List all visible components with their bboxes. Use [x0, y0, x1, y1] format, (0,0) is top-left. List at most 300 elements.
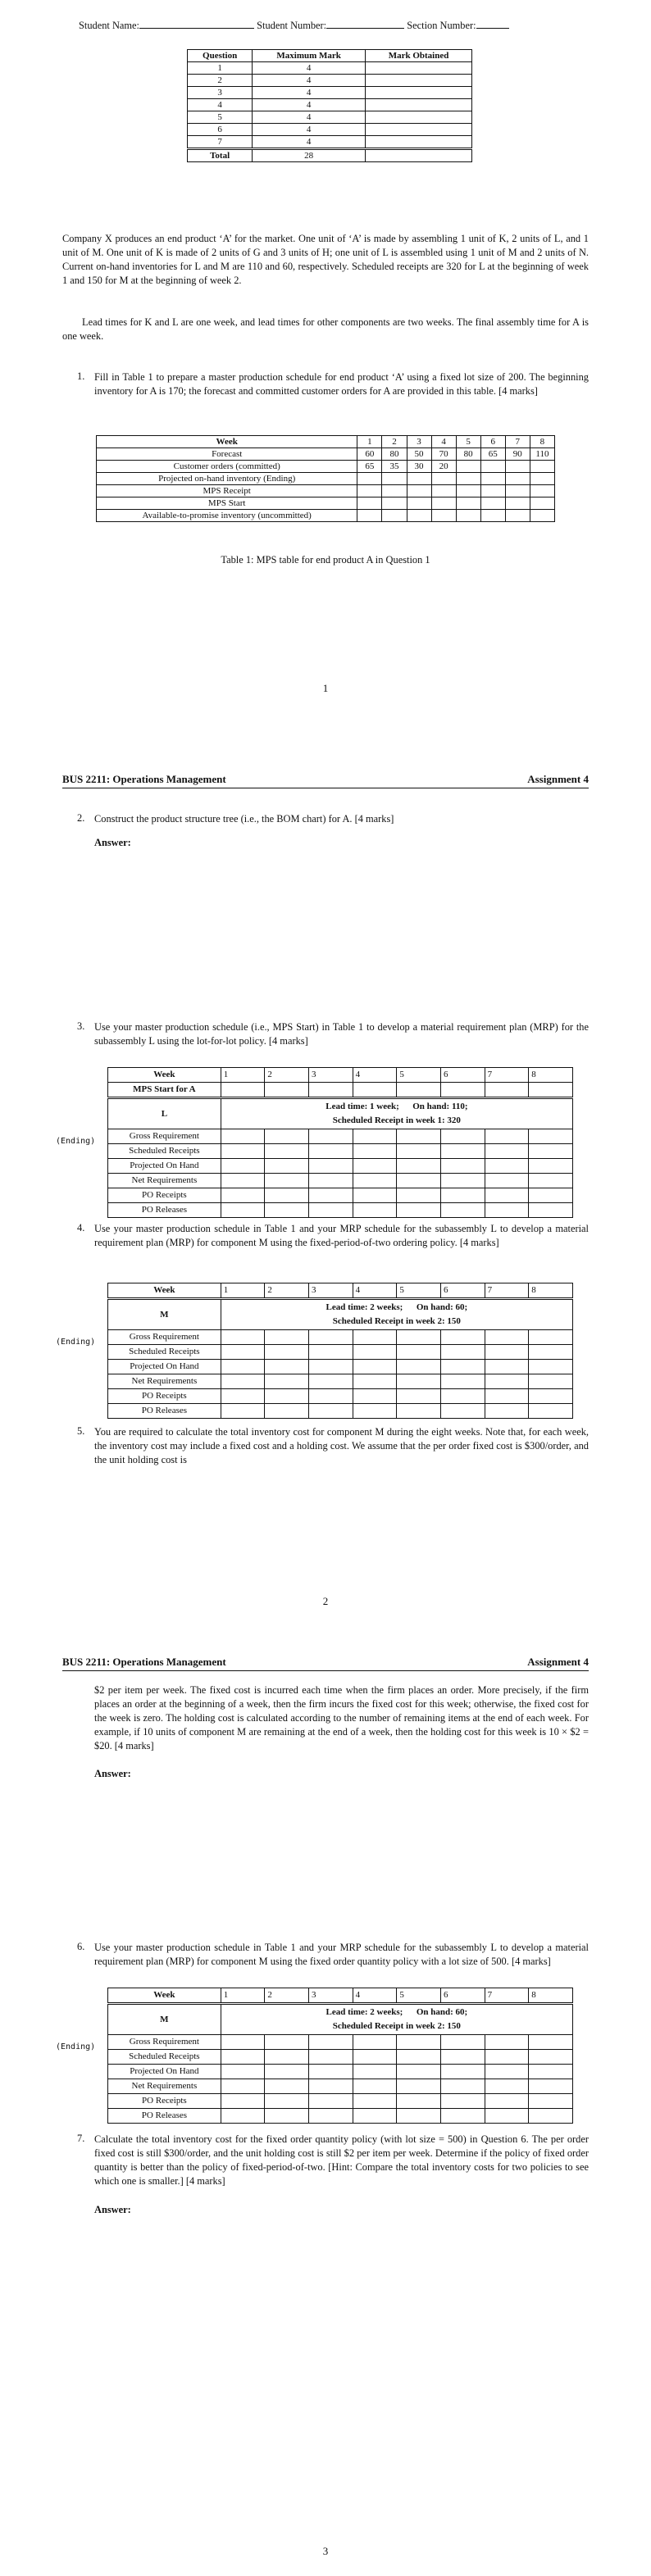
mrp-cell[interactable]	[529, 1330, 573, 1345]
mrp-cell[interactable]	[353, 1144, 397, 1159]
mps-cell[interactable]	[530, 510, 554, 522]
mrp-row	[108, 2050, 573, 2065]
mps-cell[interactable]	[456, 510, 480, 522]
mrp-cell[interactable]	[397, 1174, 441, 1188]
q3-number: 3.	[77, 1020, 85, 1032]
mrp-cell[interactable]	[353, 1174, 397, 1188]
mrp-week-8: 8	[529, 1068, 573, 1083]
mrp-cell[interactable]	[353, 2065, 397, 2079]
mps-cell[interactable]	[505, 485, 530, 497]
mrp-table-M-q6	[107, 1988, 573, 2124]
mrp-row-label: Gross Requirement	[108, 1129, 221, 1144]
mrp-cell[interactable]	[440, 1360, 485, 1374]
mps-cell[interactable]	[407, 510, 431, 522]
mrp-row	[108, 1144, 573, 1159]
mrp-week-row	[108, 1988, 573, 2004]
mrp-cell[interactable]	[397, 1188, 441, 1203]
mps-cell[interactable]	[382, 510, 407, 522]
mps-row	[97, 497, 555, 510]
mrp-cell[interactable]	[529, 1360, 573, 1374]
mrp-week-1: 1	[221, 1068, 265, 1083]
mps-cell[interactable]	[357, 497, 382, 510]
mrp-cell[interactable]	[309, 2035, 353, 2050]
mrp-cell[interactable]	[529, 1144, 573, 1159]
marks-row	[188, 99, 472, 111]
mrp-cell[interactable]	[309, 1188, 353, 1203]
mrp-cell[interactable]	[529, 2109, 573, 2124]
mrp-cell[interactable]	[440, 2035, 485, 2050]
mrp-cell[interactable]	[485, 1129, 529, 1144]
mrp-cell[interactable]	[221, 2035, 265, 2050]
mrp-cell[interactable]	[353, 2109, 397, 2124]
mps-cell[interactable]	[456, 461, 480, 473]
mrp-cell[interactable]	[485, 1159, 529, 1174]
mps-table	[96, 435, 555, 522]
q4-number: 4.	[77, 1222, 85, 1233]
mrp-cell[interactable]	[440, 2079, 485, 2094]
mrp-cell[interactable]	[265, 1174, 309, 1188]
marks-obtained-cell[interactable]	[366, 111, 472, 124]
marks-row	[188, 87, 472, 99]
mrp-row	[108, 1360, 573, 1374]
mrp-cell[interactable]	[529, 1203, 573, 1218]
mrp-cell[interactable]	[265, 1345, 309, 1360]
mps-week-6: 6	[480, 436, 505, 448]
mrp-week-6: 6	[440, 1068, 485, 1083]
mps-cell[interactable]	[407, 473, 431, 485]
mrp-cell[interactable]	[353, 2035, 397, 2050]
mps-cell[interactable]	[530, 485, 554, 497]
mrp-cell[interactable]	[309, 1129, 353, 1144]
mrp-cell[interactable]	[397, 2109, 441, 2124]
mrp-cell[interactable]	[485, 2035, 529, 2050]
marks-obtained-cell[interactable]	[366, 124, 472, 136]
mrp-info-line-2: Scheduled Receipt in week 1: 320	[332, 1115, 461, 1125]
mrp-cell[interactable]	[353, 1159, 397, 1174]
mrp-cell[interactable]	[397, 1374, 441, 1389]
mrp-mps-cell[interactable]	[529, 1083, 573, 1098]
mrp-cell[interactable]	[440, 1389, 485, 1404]
mrp-cell[interactable]	[309, 2050, 353, 2065]
mrp-week-4: 4	[353, 1068, 397, 1083]
mrp-cell[interactable]	[397, 1203, 441, 1218]
q5-answer-area[interactable]	[94, 1783, 589, 1906]
mrp-cell[interactable]	[485, 1374, 529, 1389]
mrp-row	[108, 2079, 573, 2094]
mps-cell[interactable]	[357, 485, 382, 497]
mrp-cell[interactable]	[397, 1129, 441, 1144]
mrp-cell[interactable]	[353, 1360, 397, 1374]
mps-row	[97, 448, 555, 461]
mrp-cell[interactable]	[397, 2065, 441, 2079]
mrp-cell[interactable]	[309, 1330, 353, 1345]
mrp-cell[interactable]	[440, 1345, 485, 1360]
mrp-cell[interactable]	[309, 1203, 353, 1218]
mps-cell[interactable]	[480, 461, 505, 473]
mrp-cell[interactable]	[397, 1159, 441, 1174]
mps-cell[interactable]	[480, 473, 505, 485]
mrp-cell[interactable]	[353, 1374, 397, 1389]
mrp-week-7: 7	[485, 1283, 529, 1299]
mrp-cell[interactable]	[353, 2079, 397, 2094]
mrp-cell[interactable]	[440, 1330, 485, 1345]
marks-row	[188, 124, 472, 136]
mrp-cell[interactable]	[485, 1389, 529, 1404]
mrp-week-6: 6	[440, 1988, 485, 2004]
mrp-week-label: Week	[108, 1988, 221, 2004]
mrp-cell[interactable]	[265, 1203, 309, 1218]
page-header-2	[62, 773, 589, 788]
mps-cell[interactable]	[505, 461, 530, 473]
mrp-cell[interactable]	[397, 1360, 441, 1374]
mrp-cell[interactable]	[221, 1345, 265, 1360]
mrp-cell[interactable]	[353, 1330, 397, 1345]
mrp-cell[interactable]	[440, 1374, 485, 1389]
mrp-cell[interactable]	[265, 1159, 309, 1174]
mrp-cell[interactable]	[353, 1129, 397, 1144]
mrp-cell[interactable]	[221, 1360, 265, 1374]
marks-row	[188, 136, 472, 149]
mrp-row	[108, 1129, 573, 1144]
marks-obtained-cell[interactable]	[366, 75, 472, 87]
mrp-cell[interactable]	[265, 2094, 309, 2109]
mrp-mps-cell[interactable]	[221, 1083, 265, 1098]
mrp-cell[interactable]	[485, 2050, 529, 2065]
mps-cell[interactable]	[407, 497, 431, 510]
mrp-cell[interactable]	[309, 1404, 353, 1419]
mrp-cell[interactable]	[397, 2094, 441, 2109]
mrp-cell[interactable]	[221, 1389, 265, 1404]
mps-cell[interactable]	[480, 510, 505, 522]
mps-week-1: 1	[357, 436, 382, 448]
mps-cell: 30	[407, 461, 431, 473]
mrp-cell[interactable]	[221, 1144, 265, 1159]
page-3	[0, 1656, 651, 2576]
mps-cell[interactable]	[357, 510, 382, 522]
mrp-row-label: Net Requirements	[108, 1374, 221, 1389]
marks-max: 4	[253, 136, 366, 149]
mrp-cell[interactable]	[265, 1404, 309, 1419]
mps-cell: 20	[431, 461, 456, 473]
mrp-cell[interactable]	[529, 2035, 573, 2050]
mrp-cell[interactable]	[265, 1330, 309, 1345]
mrp-item-info	[221, 1098, 572, 1129]
mrp-cell[interactable]	[397, 2050, 441, 2065]
mrp-cell[interactable]	[529, 2050, 573, 2065]
mrp-row	[108, 1374, 573, 1389]
table-1-caption: Table 1: MPS table for end product A in Question 1	[221, 554, 430, 566]
mrp-mps-cell[interactable]	[397, 1083, 441, 1098]
q2-answer-area[interactable]	[94, 852, 589, 951]
mrp-cell[interactable]	[485, 1330, 529, 1345]
mrp-cell[interactable]	[221, 1330, 265, 1345]
mrp-cell[interactable]	[353, 1203, 397, 1218]
mrp-cell[interactable]	[440, 1144, 485, 1159]
mrp-cell[interactable]	[221, 1129, 265, 1144]
q5-text-a	[94, 1425, 589, 1467]
mrp-week-3: 3	[309, 1068, 353, 1083]
mrp-cell[interactable]	[265, 1389, 309, 1404]
intro-paragraph-1: Company X produces an end product ‘A’ for the market. One unit of ‘A’ is made by assembling 1 unit of K, 2 units of L, and 1 unit of M. One unit of K is made of 2 units of G and 3 units of H; one unit of L is assembled using 1 unit of M and 2 units of N. Current on-hand inventories for L and M are 110 and 60, respectively. Scheduled receipts are 320 for L at the beginning of week 1 and 150 for M at the beginning of week 2.	[62, 233, 589, 286]
mrp-cell[interactable]	[485, 2065, 529, 2079]
mps-cell[interactable]	[456, 497, 480, 510]
mrp-cell[interactable]	[529, 1174, 573, 1188]
mrp-week-7: 7	[485, 1068, 529, 1083]
mrp-cell[interactable]	[353, 2094, 397, 2109]
q7-answer-label: Answer:	[94, 2204, 131, 2215]
page-number-2: 2	[322, 1595, 329, 1607]
mrp-cell[interactable]	[221, 1174, 265, 1188]
mrp-cell[interactable]	[397, 1345, 441, 1360]
mrp-cell[interactable]	[485, 1174, 529, 1188]
mrp-cell[interactable]	[265, 2065, 309, 2079]
mrp-cell[interactable]	[309, 1360, 353, 1374]
mrp-mps-cell[interactable]	[440, 1083, 485, 1098]
mps-week-3: 3	[407, 436, 431, 448]
mrp-cell[interactable]	[529, 1374, 573, 1389]
mps-cell: 35	[382, 461, 407, 473]
mrp-cell[interactable]	[221, 2094, 265, 2109]
mps-cell[interactable]	[505, 510, 530, 522]
student-info-line: Student Name: Student Number: Section Number:	[79, 20, 509, 32]
mps-cell[interactable]	[431, 510, 456, 522]
mrp-cell[interactable]	[440, 2094, 485, 2109]
mrp-cell[interactable]	[353, 1188, 397, 1203]
mrp-cell[interactable]	[440, 1203, 485, 1218]
mrp-cell[interactable]	[309, 1174, 353, 1188]
q1-number: 1.	[77, 370, 85, 382]
mps-cell[interactable]	[431, 485, 456, 497]
mrp-cell[interactable]	[440, 1404, 485, 1419]
marks-obtained-cell[interactable]	[366, 99, 472, 111]
mrp-cell[interactable]	[265, 1360, 309, 1374]
mrp-cell[interactable]	[440, 1188, 485, 1203]
mrp-cell[interactable]	[265, 1144, 309, 1159]
mrp-cell[interactable]	[265, 1374, 309, 1389]
mps-cell[interactable]	[382, 497, 407, 510]
mps-cell[interactable]	[505, 497, 530, 510]
marks-obtained-cell[interactable]	[366, 62, 472, 75]
mrp-week-4: 4	[353, 1283, 397, 1299]
mrp-cell[interactable]	[221, 2065, 265, 2079]
mrp-cell[interactable]	[265, 1129, 309, 1144]
ending-tag-L: (Ending)	[56, 1137, 96, 1146]
mrp-cell[interactable]	[440, 1129, 485, 1144]
mrp-mps-cell[interactable]	[265, 1083, 309, 1098]
mrp-row-label: Gross Requirement	[108, 2035, 221, 2050]
mps-row	[97, 510, 555, 522]
mps-cell[interactable]	[357, 473, 382, 485]
intro-paragraph-2: Lead times for K and L are one week, and lead times for other components are two weeks. The final assembly time for A is one week.	[62, 316, 589, 342]
q1-text: Fill in Table 1 to prepare a master production schedule for end product ‘A’ using a fixed lot size of 200. The beginning inventory for A is 170; the forecast and committed customer orders for A are provided in this table. [4 marks]	[94, 371, 589, 397]
page-number-1: 1	[322, 682, 329, 694]
mrp-row-label: Projected On Hand	[108, 2065, 221, 2079]
mps-cell[interactable]	[505, 473, 530, 485]
mrp-row-label: PO Releases	[108, 1203, 221, 1218]
mrp-cell[interactable]	[221, 1159, 265, 1174]
marks-max: 4	[253, 62, 366, 75]
mrp-cell[interactable]	[353, 1345, 397, 1360]
mrp-cell[interactable]	[309, 1159, 353, 1174]
mrp-cell[interactable]	[529, 1345, 573, 1360]
mrp-week-label: Week	[108, 1068, 221, 1083]
mrp-cell[interactable]	[309, 1144, 353, 1159]
mrp-cell[interactable]	[309, 1345, 353, 1360]
mrp-item-row	[108, 2004, 573, 2035]
mps-cell[interactable]	[530, 497, 554, 510]
marks-max: 4	[253, 111, 366, 124]
mps-cell[interactable]	[431, 473, 456, 485]
mrp-cell[interactable]	[440, 2109, 485, 2124]
mrp-cell[interactable]	[529, 2094, 573, 2109]
mrp-cell[interactable]	[353, 2050, 397, 2065]
mps-cell: 50	[407, 448, 431, 461]
mrp-cell[interactable]	[529, 1404, 573, 1419]
mrp-row	[108, 1330, 573, 1345]
mrp-week-1: 1	[221, 1988, 265, 2004]
mrp-mps-cell[interactable]	[309, 1083, 353, 1098]
mrp-cell[interactable]	[397, 2079, 441, 2094]
student-number-field[interactable]	[326, 20, 404, 29]
mps-cell[interactable]	[431, 497, 456, 510]
mrp-cell[interactable]	[485, 1404, 529, 1419]
mrp-cell[interactable]	[221, 2109, 265, 2124]
mrp-cell[interactable]	[397, 1144, 441, 1159]
mrp-cell[interactable]	[309, 1374, 353, 1389]
mps-cell[interactable]	[530, 473, 554, 485]
mrp-cell[interactable]	[440, 2050, 485, 2065]
mrp-cell[interactable]	[485, 2079, 529, 2094]
marks-total-obtained[interactable]	[366, 149, 472, 162]
marks-max: 4	[253, 124, 366, 136]
header-assignment: Assignment 4	[527, 773, 589, 785]
mrp-cell[interactable]	[529, 1129, 573, 1144]
mps-week-5: 5	[456, 436, 480, 448]
mrp-cell[interactable]	[309, 2065, 353, 2079]
mps-week-label: Week	[97, 436, 357, 448]
mrp-row	[108, 2094, 573, 2109]
q6-text: Use your master production schedule in Table 1 and your MRP schedule for the subassembly L to develop a material requirement plan (MRP) for component M using the fixed order quantity policy with a lot size of 500. [4 marks]	[94, 1942, 589, 1967]
q5-text-a-content: You are required to calculate the total inventory cost for component M during the eight weeks. Note that, for each week, the inventory cost may include a fixed cost and a holding cost. We assume that the per order fixed cost is $300/order, and the unit holding cost is	[94, 1426, 589, 1465]
mrp-cell[interactable]	[485, 2109, 529, 2124]
q5-answer-label: Answer:	[94, 1768, 131, 1779]
section-number-field[interactable]	[476, 20, 509, 29]
mrp-cell[interactable]	[485, 2094, 529, 2109]
mps-row-label: Forecast	[97, 448, 357, 461]
mrp-row-label: Scheduled Receipts	[108, 1345, 221, 1360]
mps-week-8: 8	[530, 436, 554, 448]
mrp-cell[interactable]	[397, 1330, 441, 1345]
mrp-cell[interactable]	[397, 1404, 441, 1419]
marks-max: 4	[253, 75, 366, 87]
mrp-cell[interactable]	[265, 2109, 309, 2124]
mrp-cell[interactable]	[221, 1203, 265, 1218]
mrp-week-2: 2	[265, 1988, 309, 2004]
mrp-cell[interactable]	[485, 1360, 529, 1374]
mrp-table-M-q4	[107, 1283, 573, 1419]
mrp-item-label: M	[108, 1299, 221, 1330]
mps-cell[interactable]	[382, 485, 407, 497]
mrp-cell[interactable]	[440, 1159, 485, 1174]
mps-cell[interactable]	[480, 497, 505, 510]
mrp-cell[interactable]	[221, 1188, 265, 1203]
mrp-week-2: 2	[265, 1068, 309, 1083]
mrp-cell[interactable]	[485, 1345, 529, 1360]
mps-cell[interactable]	[456, 485, 480, 497]
mrp-cell[interactable]	[485, 1188, 529, 1203]
student-name-field[interactable]	[139, 20, 254, 29]
mrp-row	[108, 2109, 573, 2124]
mrp-cell[interactable]	[529, 2065, 573, 2079]
marks-row	[188, 111, 472, 124]
mps-cell[interactable]	[407, 485, 431, 497]
q5-text-b: $2 per item per week. The fixed cost is incurred each time when the firm places an order. More precisely, if the firm places an order at the beginning of a week, then the firm incurs the fixed cost for this week; otherwise, the fixed cost for the week is zero. The holding cost is calculated according to the number of remaining items at the end of each week. For example, if 10 units of component M are remaining at the end of a week, then the holding cost for this week is 10 × $2 = $20. [4 marks]	[94, 1684, 589, 1751]
mrp-cell[interactable]	[221, 2050, 265, 2065]
q2-text: Construct the product structure tree (i.e., the BOM chart) for A. [4 marks]	[94, 813, 394, 825]
mrp-cell[interactable]	[353, 1389, 397, 1404]
mrp-cell[interactable]	[529, 1389, 573, 1404]
marks-obtained-cell[interactable]	[366, 136, 472, 149]
mrp-row	[108, 1188, 573, 1203]
mrp-cell[interactable]	[309, 2109, 353, 2124]
mps-row	[97, 485, 555, 497]
mrp-info-line-2: Scheduled Receipt in week 2: 150	[332, 1316, 461, 1326]
mrp-row-label: PO Receipts	[108, 1188, 221, 1203]
mps-cell[interactable]	[530, 461, 554, 473]
mrp-cell[interactable]	[309, 1389, 353, 1404]
header-course: BUS 2211: Operations Management	[62, 773, 226, 785]
mrp-mps-cell[interactable]	[485, 1083, 529, 1098]
mrp-cell[interactable]	[309, 2079, 353, 2094]
mps-cell[interactable]	[456, 473, 480, 485]
mps-cell[interactable]	[480, 485, 505, 497]
mrp-row	[108, 1389, 573, 1404]
q7-answer-area[interactable]	[94, 2219, 589, 2506]
mps-week-7: 7	[505, 436, 530, 448]
mrp-cell[interactable]	[221, 2079, 265, 2094]
mrp-cell[interactable]	[265, 2050, 309, 2065]
mrp-cell[interactable]	[309, 2094, 353, 2109]
mrp-mps-cell[interactable]	[353, 1083, 397, 1098]
mps-cell[interactable]	[382, 473, 407, 485]
mrp-cell[interactable]	[265, 2079, 309, 2094]
mrp-cell[interactable]	[440, 1174, 485, 1188]
ending-tag-M-q6: (Ending)	[56, 2042, 96, 2051]
mrp-cell[interactable]	[485, 1203, 529, 1218]
mrp-row	[108, 1159, 573, 1174]
mrp-cell[interactable]	[529, 1159, 573, 1174]
mrp-cell[interactable]	[397, 2035, 441, 2050]
mrp-cell[interactable]	[353, 1404, 397, 1419]
mrp-cell[interactable]	[529, 2079, 573, 2094]
mrp-row	[108, 2035, 573, 2050]
marks-obtained-cell[interactable]	[366, 87, 472, 99]
mrp-info-line-1: Lead time: 2 weeks; On hand: 60;	[326, 1302, 468, 1312]
mrp-cell[interactable]	[529, 1188, 573, 1203]
mrp-cell[interactable]	[265, 2035, 309, 2050]
mrp-cell[interactable]	[397, 1389, 441, 1404]
mrp-row-label: PO Receipts	[108, 2094, 221, 2109]
mrp-cell[interactable]	[440, 2065, 485, 2079]
mrp-week-4: 4	[353, 1988, 397, 2004]
mrp-week-5: 5	[397, 1068, 441, 1083]
mrp-cell[interactable]	[485, 1144, 529, 1159]
marks-question: 4	[188, 99, 253, 111]
mrp-cell[interactable]	[265, 1188, 309, 1203]
mrp-cell[interactable]	[221, 1374, 265, 1389]
mrp-row	[108, 1345, 573, 1360]
mrp-cell[interactable]	[221, 1404, 265, 1419]
